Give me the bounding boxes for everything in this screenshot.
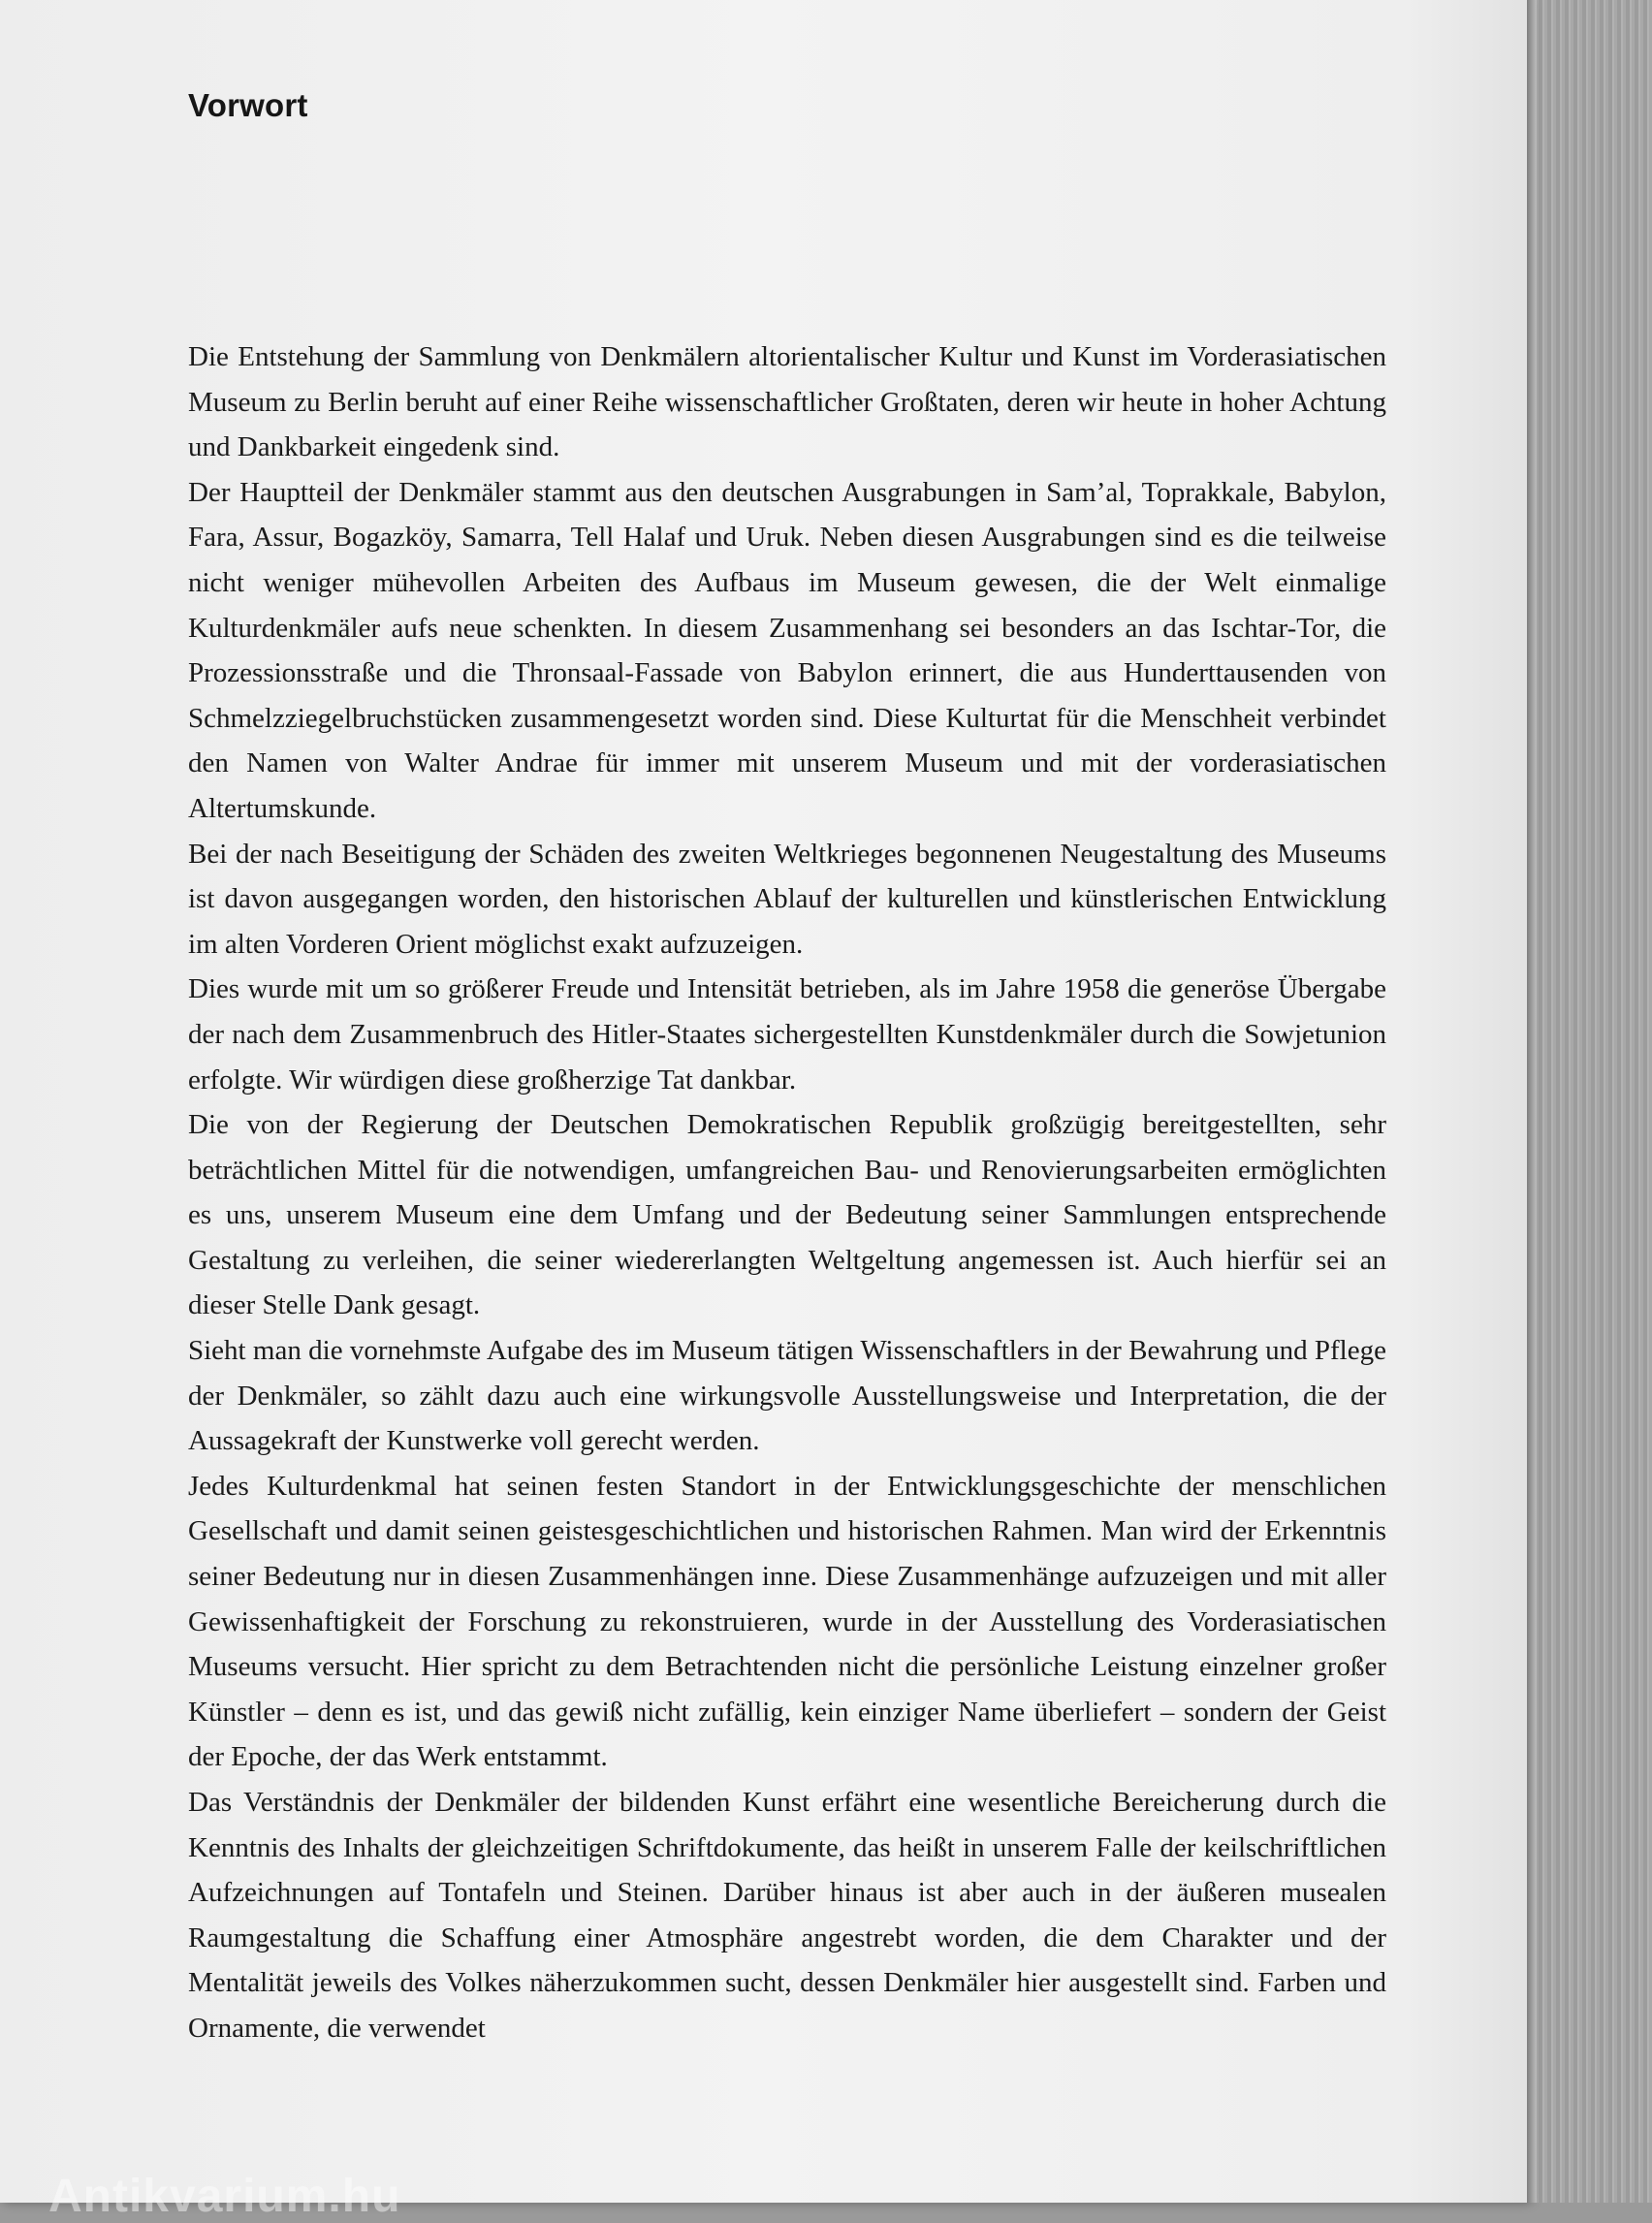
paragraph-7: Jedes Kulturdenkmal hat seinen festen Standort in der Entwicklungsgeschichte der menschlichen Gesellschaft und damit seinen geistesgeschichtlichen und historischen Rahmen. Man wird der Erkenntnis seiner Bedeutung nur in diesen Zusammenhängen inne. Diese Zusammenhänge aufzuzeigen und mit aller Gewissenhaftigkeit der Forschung zu rekonstruieren, wurde in der Ausstellung des Vorderasiatischen Museums versucht. Hier spricht zu dem Betrachtenden nicht die persönliche Leistung einzelner großer Künstler – denn es ist, und das gewiß nicht zufällig, kein einziger Name überliefert – sondern der Geist der Epoche, der das Werk entstammt. xyxy=(188,1470,1386,1773)
paragraph-3: Bei der nach Beseitigung der Schäden des zweiten Weltkrieges begonnenen Neugestaltung des Museums ist davon ausgegangen worden, den historischen Ablauf der kulturellen und künstlerischen Entwicklung im alten Vorderen Orient möglichst exakt aufzuzeigen. xyxy=(188,838,1386,960)
page-heading: Vorwort xyxy=(188,87,308,123)
paragraph-5: Die von der Regierung der Deutschen Demokratischen Republik großzügig bereitgestellten, sehr beträchtlichen Mittel für die notwendigen, umfangreichen Bau- und Renovierungsarbeiten ermöglichten es uns, unserem Museum eine dem Umfang und der Bedeutung seiner Sammlungen entsprechende Gestaltung zu verleihen, die seiner wiedererlangten Weltgeltung angemessen ist. Auch hierfür sei an dieser Stelle Dank gesagt. xyxy=(188,1109,1386,1321)
paragraph-1: Die Entstehung der Sammlung von Denkmälern altorientalischer Kultur und Kunst im Vorderasiatischen Museum zu Berlin beruht auf einer Reihe wissenschaftlicher Großtaten, deren wir heute in hoher Achtung und Dankbarkeit eingedenk sind. xyxy=(188,341,1386,463)
paragraph-4: Dies wurde mit um so größerer Freude und Intensität betrieben, als im Jahre 1958 die generöse Übergabe der nach dem Zusammenbruch des Hitler-Staates sichergestellten Kunstdenkmäler durch die Sowjetunion erfolgte. Wir würdigen diese großherzige Tat dankbar. xyxy=(188,973,1386,1096)
paragraph-6: Sieht man die vornehmste Aufgabe des im Museum tätigen Wissenschaftlers in der Bewahrung und Pflege der Denkmäler, so zählt dazu auch eine wirkungsvolle Ausstellungsweise und Interpretation, die der Aussagekraft der Kunstwerke voll gerecht werden. xyxy=(188,1335,1386,1457)
paragraph-2: Der Hauptteil der Denkmäler stammt aus den deutschen Ausgrabungen in Sam’al, Toprakkale, Babylon, Fara, Assur, Bogazköy, Samarra, Tell Halaf und Uruk. Neben diesen Ausgrabungen sind es die teilweise nicht weniger mühevollen Arbeiten des Aufbaus im Museum gewesen, die der Welt einmalige Kulturdenkmäler aufs neue schenkten. In diesem Zusammenhang sei besonders an das Ischtar-Tor, die Prozessionsstraße und die Thronsaal-Fassade von Babylon erinnert, die aus Hunderttausenden von Schmelzziegelbruchstücken zusammengesetzt worden sind. Diese Kulturtat für die Menschheit verbindet den Namen von Walter Andrae für immer mit unserem Museum und mit der vorderasiatischen Altertumskunde. xyxy=(188,476,1386,824)
body-text xyxy=(188,334,1386,2051)
page-edge xyxy=(1527,0,1537,2203)
watermark: Antikvarium.hu xyxy=(48,2171,401,2222)
paragraph-8: Das Verständnis der Denkmäler der bildenden Kunst erfährt eine wesentliche Bereicherung durch die Kenntnis des Inhalts der gleichzeitigen Schriftdokumente, das heißt in unserem Falle der keilschriftlichen Aufzeichnungen auf Tontafeln und Steinen. Darüber hinaus ist aber auch in der äußeren musealen Raumgestaltung die Schaffung einer Atmosphäre angestrebt worden, die dem Charakter und der Mentalität jeweils des Volkes näherzukommen sucht, dessen Denkmäler hier ausgestellt sind. Farben und Ornamente, die verwendet xyxy=(188,1787,1386,2044)
